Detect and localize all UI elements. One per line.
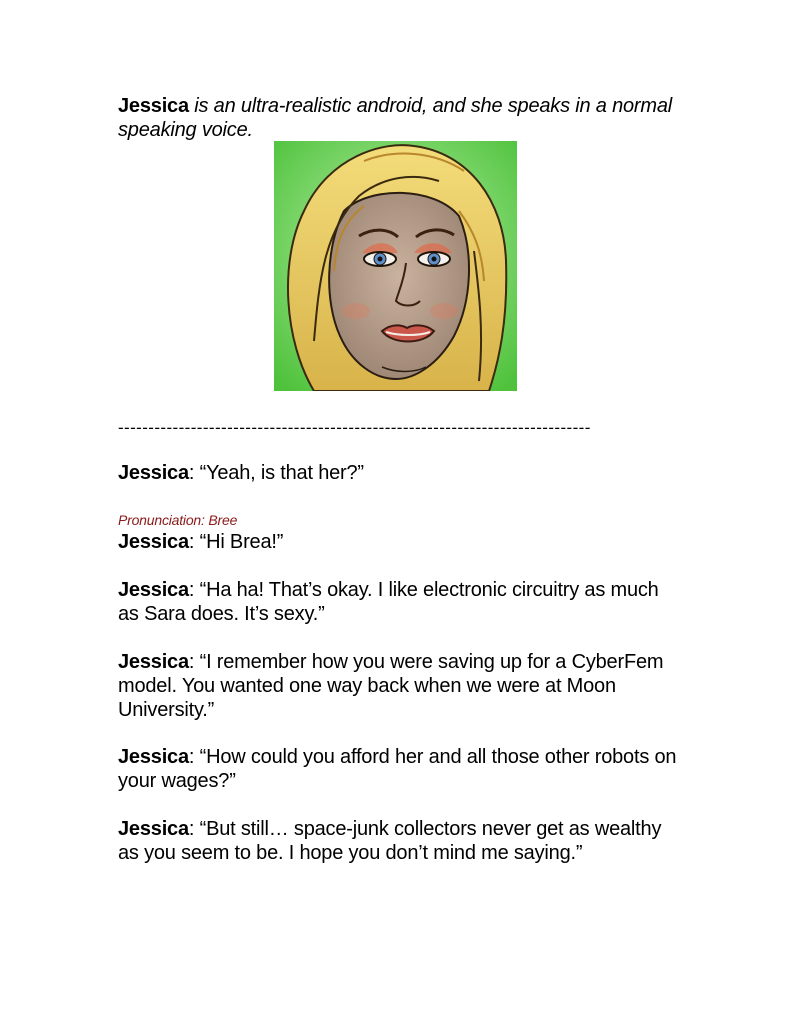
- speaker-name: Jessica: [118, 818, 189, 840]
- portrait-image: [274, 141, 517, 391]
- speaker-separator: :: [188, 818, 200, 840]
- dialogue-text: “How could you afford her and all those other robots on your wages?”: [118, 746, 677, 792]
- speaker-name: Jessica: [118, 579, 189, 601]
- speaker-name: Jessica: [118, 746, 189, 768]
- speaker-separator: :: [188, 746, 200, 768]
- intro-speaker: Jessica: [118, 95, 189, 117]
- speaker-name: Jessica: [118, 531, 189, 553]
- dialogue-text: “But still… space-junk collectors never get as wealthy as you seem to be. I hope you don’t mind me saying.”: [118, 818, 662, 864]
- section-divider: ------------------------------------------------------------------------------: [118, 418, 591, 437]
- dialogue-text: “I remember how you were saving up for a CyberFem model. You wanted one way back when we were at Moon University.”: [118, 651, 664, 721]
- speaker-separator: :: [188, 651, 200, 673]
- speaker-separator: :: [188, 462, 200, 484]
- speaker-separator: :: [188, 531, 200, 553]
- dialogue-text: “Hi Brea!”: [199, 531, 284, 553]
- dialogue-text: “Ha ha! That’s okay. I like electronic circuitry as much as Sara does. It’s sexy.”: [118, 579, 659, 625]
- pronunciation-note: Pronunciation: Bree: [118, 512, 238, 528]
- character-intro: [118, 94, 678, 142]
- dialogue-line-5: [118, 745, 678, 793]
- dialogue-line-1: [118, 461, 678, 485]
- dialogue-line-6: [118, 817, 678, 865]
- dialogue-line-3: [118, 578, 678, 626]
- speaker-name: Jessica: [118, 651, 189, 673]
- dialogue-text: “Yeah, is that her?”: [199, 462, 364, 484]
- intro-description: is an ultra-realistic android, and she speaks in a normal speaking voice.: [118, 95, 673, 141]
- speaker-name: Jessica: [118, 462, 189, 484]
- dialogue-line-4: [118, 650, 678, 722]
- dialogue-line-2: [118, 530, 678, 554]
- speaker-separator: :: [188, 579, 200, 601]
